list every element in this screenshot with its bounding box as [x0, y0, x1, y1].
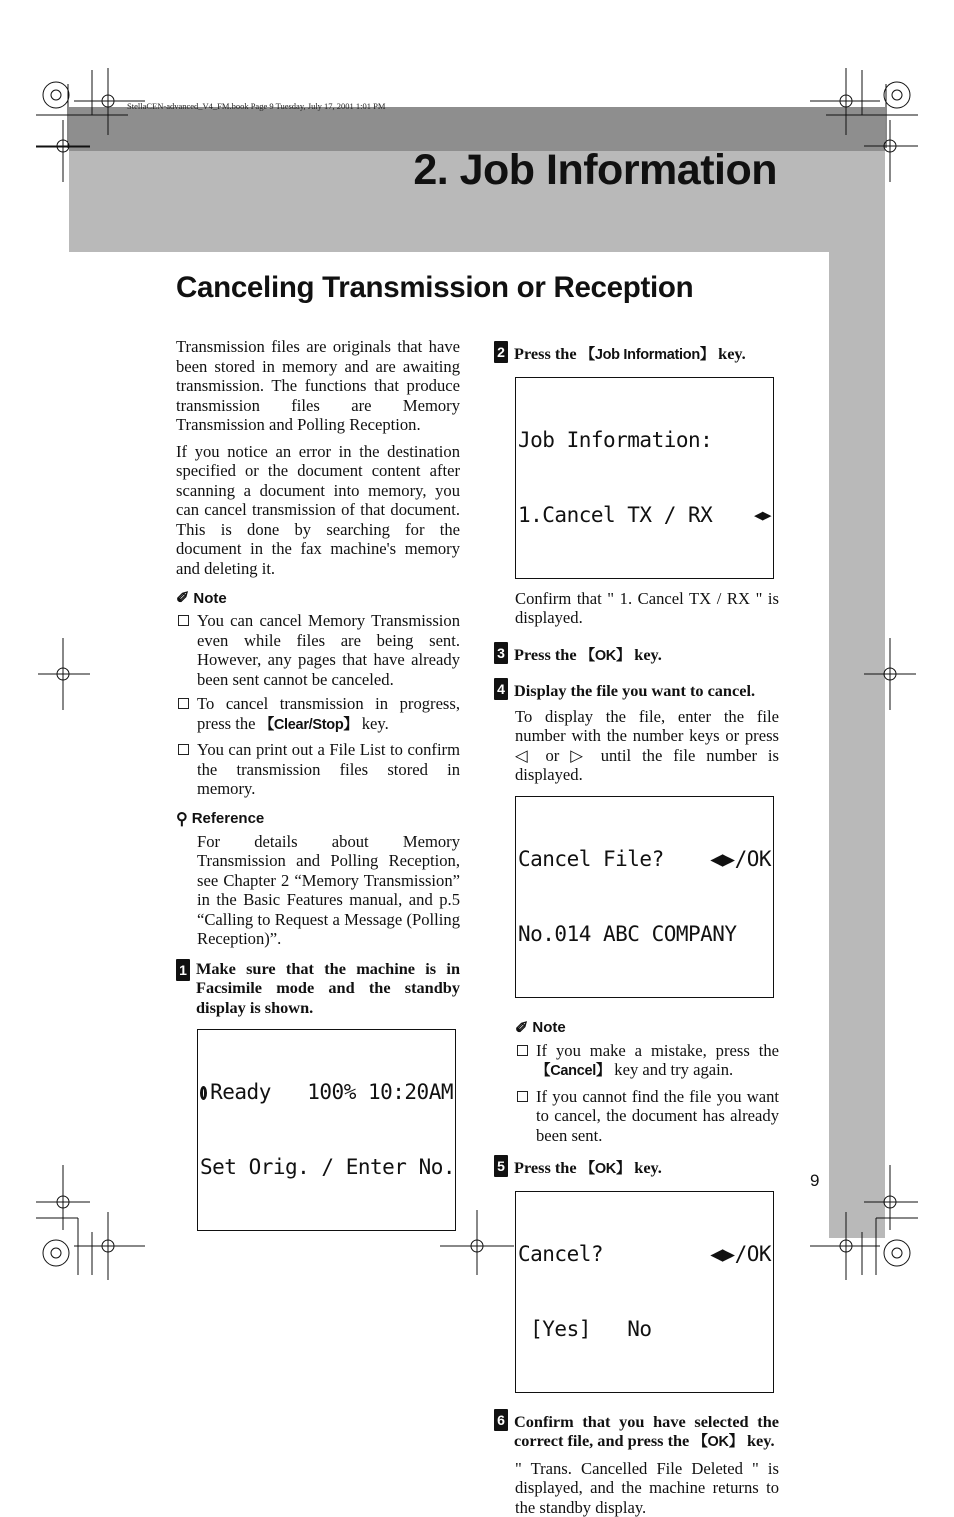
right-note-block — [515, 1018, 779, 1146]
lcd-line-1: Cancel? — [518, 1242, 603, 1267]
checkbox-bullet-icon — [178, 615, 189, 626]
left-right-arrows-icon: ◀▶ — [754, 503, 771, 528]
lcd-standby-display — [197, 1029, 456, 1231]
ok-key-label: 【OK】 — [581, 648, 631, 664]
step-number-badge: 4 — [494, 678, 508, 700]
step-number-badge: 6 — [494, 1409, 508, 1431]
step-4-description: To display the file, enter the file number with the number keys or press ◁ or ▷ until the file number is displayed. — [515, 707, 779, 785]
page-number: 9 — [810, 1171, 819, 1191]
note-item: To cancel transmission in progress, press the 【Clear/Stop】 key. — [176, 694, 460, 735]
reference-text: For details about Memory Transmission and Polling Reception, see Chapter 2 “Memory Transmission” in the Basic Features manual, and p.5 “Calling to Request a Message (Polling Reception)”. — [197, 832, 460, 949]
step-6-description: " Trans. Cancelled File Deleted " is displayed, and the machine returns to the standby display. — [515, 1459, 779, 1517]
note-item: If you cannot find the file you want to cancel, the document has already been sent. — [515, 1087, 779, 1146]
step-2 — [494, 341, 779, 366]
cancel-key-label: 【Cancel】 — [536, 1063, 610, 1079]
ok-key-label: 【OK】 — [693, 1434, 743, 1450]
step-number-badge: 5 — [494, 1155, 508, 1177]
status-ring-icon — [200, 1086, 207, 1100]
lcd-line-1: Ready 100% 10:20AM — [210, 1080, 453, 1105]
step-1-text: Make sure that the machine is in Facsimile mode and the standby display is shown. — [196, 959, 460, 1018]
ok-key-label: 【OK】 — [581, 1161, 631, 1177]
checkbox-bullet-icon — [178, 698, 189, 709]
right-column — [494, 341, 779, 1517]
lcd-line-2: [Yes] No — [518, 1317, 771, 1342]
clear-stop-key-label: 【Clear/Stop】 — [260, 717, 358, 733]
note-item: You can cancel Memory Transmission even while files are being sent. However, any pages that have already been sent cannot be canceled. — [176, 611, 460, 689]
step-1 — [176, 959, 460, 1018]
note-label: Note — [193, 590, 226, 607]
section-title: Canceling Transmission or Reception — [176, 271, 693, 305]
note-heading — [515, 1018, 779, 1038]
step-2-confirm: Confirm that " 1. Cancel TX / RX " is displayed. — [515, 589, 779, 628]
left-column — [176, 337, 460, 1231]
intro-paragraph-2: If you notice an error in the destination specified or the document content after scanning a document into memory, you can cancel transmission of that document. This is done by searching for the document in the fax machine's memory and deleting it. — [176, 442, 460, 579]
chapter-title: 2. Job Information — [413, 146, 777, 195]
magnifier-icon: ⚲ — [176, 809, 188, 829]
left-key-icon: ◁ — [515, 746, 535, 765]
step-5-text: Press the 【OK】 key. — [514, 1155, 662, 1180]
step-number-badge: 1 — [176, 959, 190, 981]
step-number-badge: 2 — [494, 341, 508, 363]
lcd-line-1: Cancel File? — [518, 847, 664, 872]
arrows-ok-indicator: ◀▶/OK — [710, 1242, 771, 1267]
arrows-ok-indicator: ◀▶/OK — [710, 847, 771, 872]
book-info-line: StellaCEN-advanced_V4_FM.book Page 9 Tuesday, July 17, 2001 1:01 PM — [127, 101, 385, 111]
checkbox-bullet-icon — [517, 1045, 528, 1056]
step-number-badge: 3 — [494, 642, 508, 664]
lcd-line-2: 1.Cancel TX / RX — [518, 503, 712, 528]
step-5 — [494, 1155, 779, 1180]
step-2-text: Press the 【Job Information】 key. — [514, 341, 746, 366]
lcd-line-2: Set Orig. / Enter No. — [200, 1155, 453, 1180]
lcd-cancel-file — [515, 796, 774, 998]
pencil-icon: ✐ — [176, 588, 189, 608]
step-3-text: Press the 【OK】 key. — [514, 642, 662, 667]
step-4-text: Display the file you want to cancel. — [514, 678, 779, 701]
lcd-job-information — [515, 377, 774, 579]
lcd-line-1: Job Information: — [518, 428, 771, 453]
step-3 — [494, 642, 779, 667]
reference-heading — [176, 809, 460, 829]
checkbox-bullet-icon — [178, 744, 189, 755]
pencil-icon: ✐ — [515, 1018, 528, 1038]
step-6 — [494, 1409, 779, 1453]
lcd-cancel-confirm — [515, 1191, 774, 1393]
step-6-text: Confirm that you have selected the correct file, and press the 【OK】 key. — [514, 1409, 779, 1453]
step-4 — [494, 678, 779, 701]
note-label: Note — [532, 1019, 565, 1036]
right-key-icon: ▷ — [570, 746, 590, 765]
checkbox-bullet-icon — [517, 1091, 528, 1102]
note-heading — [176, 588, 460, 608]
note-item: You can print out a File List to confirm the transmission files stored in memory. — [176, 740, 460, 799]
note-item: If you make a mistake, press the 【Cancel】 key and try again. — [515, 1041, 779, 1082]
reference-label: Reference — [192, 810, 265, 827]
lcd-line-2: No.014 ABC COMPANY — [518, 922, 771, 947]
intro-paragraph-1: Transmission files are originals that have been stored in memory and are awaiting transmission. The functions that produce transmission files are Memory Transmission and Polling Reception. — [176, 337, 460, 435]
job-information-key-label: 【Job Information】 — [581, 347, 714, 363]
